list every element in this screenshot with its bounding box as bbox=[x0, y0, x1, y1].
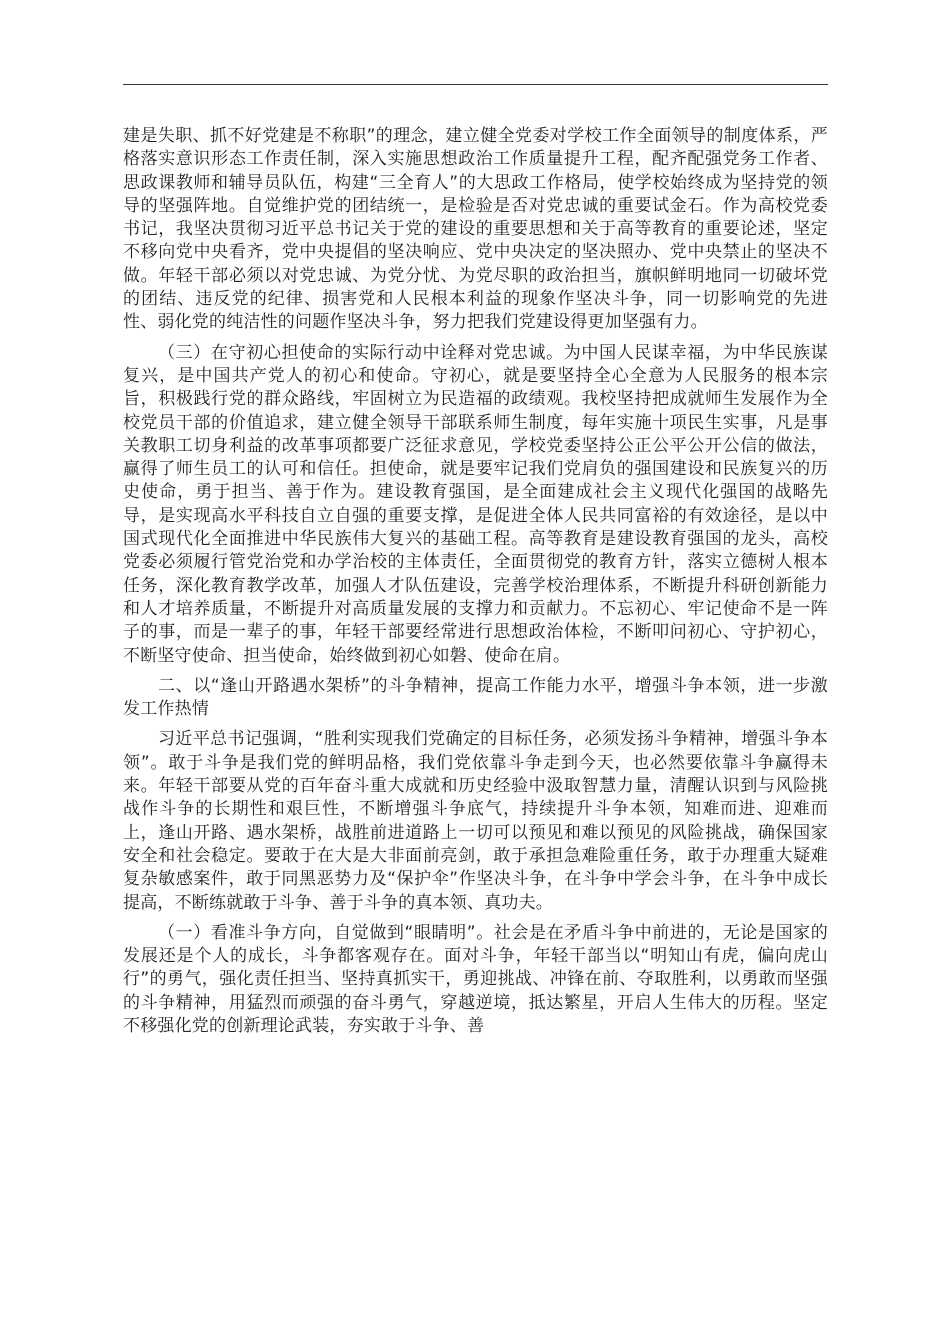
paragraph-4: 习近平总书记强调，“胜利实现我们党确定的目标任务，必须发扬斗争精神，增强斗争本领”。敢于斗争是我们党的鲜明品格，我们党依靠斗争走到今天，也必然要依靠斗争赢得未来。年轻干部要从党的百年奋斗重大成就和历史经验中汲取智慧力量，清醒认识到与风险挑战作斗争的长期性和艰巨性，不断增强斗争底气，持续提升斗争本领，知难而进、迎难而上，逢山开路、遇水架桥，战胜前进道路上一切可以预见和难以预见的风险挑战，确保国家安全和社会稳定。要敢于在大是大非面前亮剑，敢于承担急难险重任务，敢于办理重大疑难复杂敏感案件，敢于同黑恶势力及“保护伞”作坚决斗争，在斗争中学会斗争，在斗争中成长提高，不断练就敢于斗争、善于斗争的真本领、真功夫。 bbox=[123, 729, 828, 913]
header-rule bbox=[123, 84, 828, 85]
paragraph-5: （一）看准斗争方向，自觉做到“眼睛明”。社会是在矛盾斗争中前进的，无论是国家的发展还是个人的成长，斗争都客观存在。面对斗争，年轻干部当以“明知山有虎，偏向虎山行”的勇气，强化责任担当、坚持真抓实干，勇迎挑战、冲锋在前、夺取胜利，以勇敢而坚强的斗争精神，用猛烈而顽强的奋斗勇气，穿越逆境，抵达繁星，开启人生伟大的历程。坚定不移强化党的创新理论武装，夯实敢于斗争、善 bbox=[123, 922, 828, 1036]
paragraph-2: （三）在守初心担使命的实际行动中诠释对党忠诚。为中国人民谋幸福，为中华民族谋复兴，是中国共产党人的初心和使命。守初心，就是要坚持全心全意为人民服务的根本宗旨，积极践行党的群众路线，牢固树立为民造福的政绩观。我校坚持把成就师生发展作为全校党员干部的价值追求，建立健全领导干部联系师生制度，每年实施十项民生实事，凡是事关教职工切身利益的改革事项都要广泛征求意见，学校党委坚持公正公平公开公信的做法，赢得了师生员工的认可和信任。担使命，就是要牢记我们党肩负的强国建设和民族复兴的历史使命，勇于担当、善于作为。建设教育强国，是全面建成社会主义现代化强国的战略先导，是实现高水平科技自立自强的重要支撑，是促进全体人民共同富裕的有效途径，是以中国式现代化全面推进中华民族伟大复兴的基础工程。高等教育是建设教育强国的龙头，高校党委必须履行管党治党和办学治校的主体责任，全面贯彻党的教育方针，落实立德树人根本任务，深化教育教学改革，加强人才队伍建设，完善学校治理体系，不断提升科研创新能力和人才培养质量，不断提升对高质量发展的支撑力和贡献力。不忘初心、牢记使命不是一阵子的事，而是一辈子的事，年轻干部要经常进行思想政治体检，不断叩问初心、守护初心，不断坚守使命、担当使命，始终做到初心如磐、使命在肩。 bbox=[123, 342, 828, 666]
paragraph-1: 建是失职、抓不好党建是不称职”的理念，建立健全党委对学校工作全面领导的制度体系，严格落实意识形态工作责任制，深入实施思想政治工作质量提升工程，配齐配强党务工作者、思政课教师和辅导员队伍，构建“三全育人”的大思政工作格局，使学校始终成为坚持党的领导的坚强阵地。自觉维护党的团结统一，是检验是否对党忠诚的重要试金石。作为高校党委书记，我坚决贯彻习近平总书记关于党的建设的重要思想和关于高等教育的重要论述，坚定不移向党中央看齐，党中央提倡的坚决响应、党中央决定的坚决照办、党中央禁止的坚决不做。年轻干部必须以对党忠诚、为党分忧、为党尽职的政治担当，旗帜鲜明地同一切破坏党的团结、违反党的纪律、损害党和人民根本利益的现象作坚决斗争，同一切影响党的先进性、弱化党的纯洁性的问题作坚决斗争，努力把我们党建设得更加坚强有力。 bbox=[123, 126, 828, 333]
document-body bbox=[123, 125, 828, 1038]
section-heading-2: 二、以“逢山开路遇水架桥”的斗争精神，提高工作能力水平，增强斗争本领，进一步激发工作热情 bbox=[123, 675, 828, 720]
